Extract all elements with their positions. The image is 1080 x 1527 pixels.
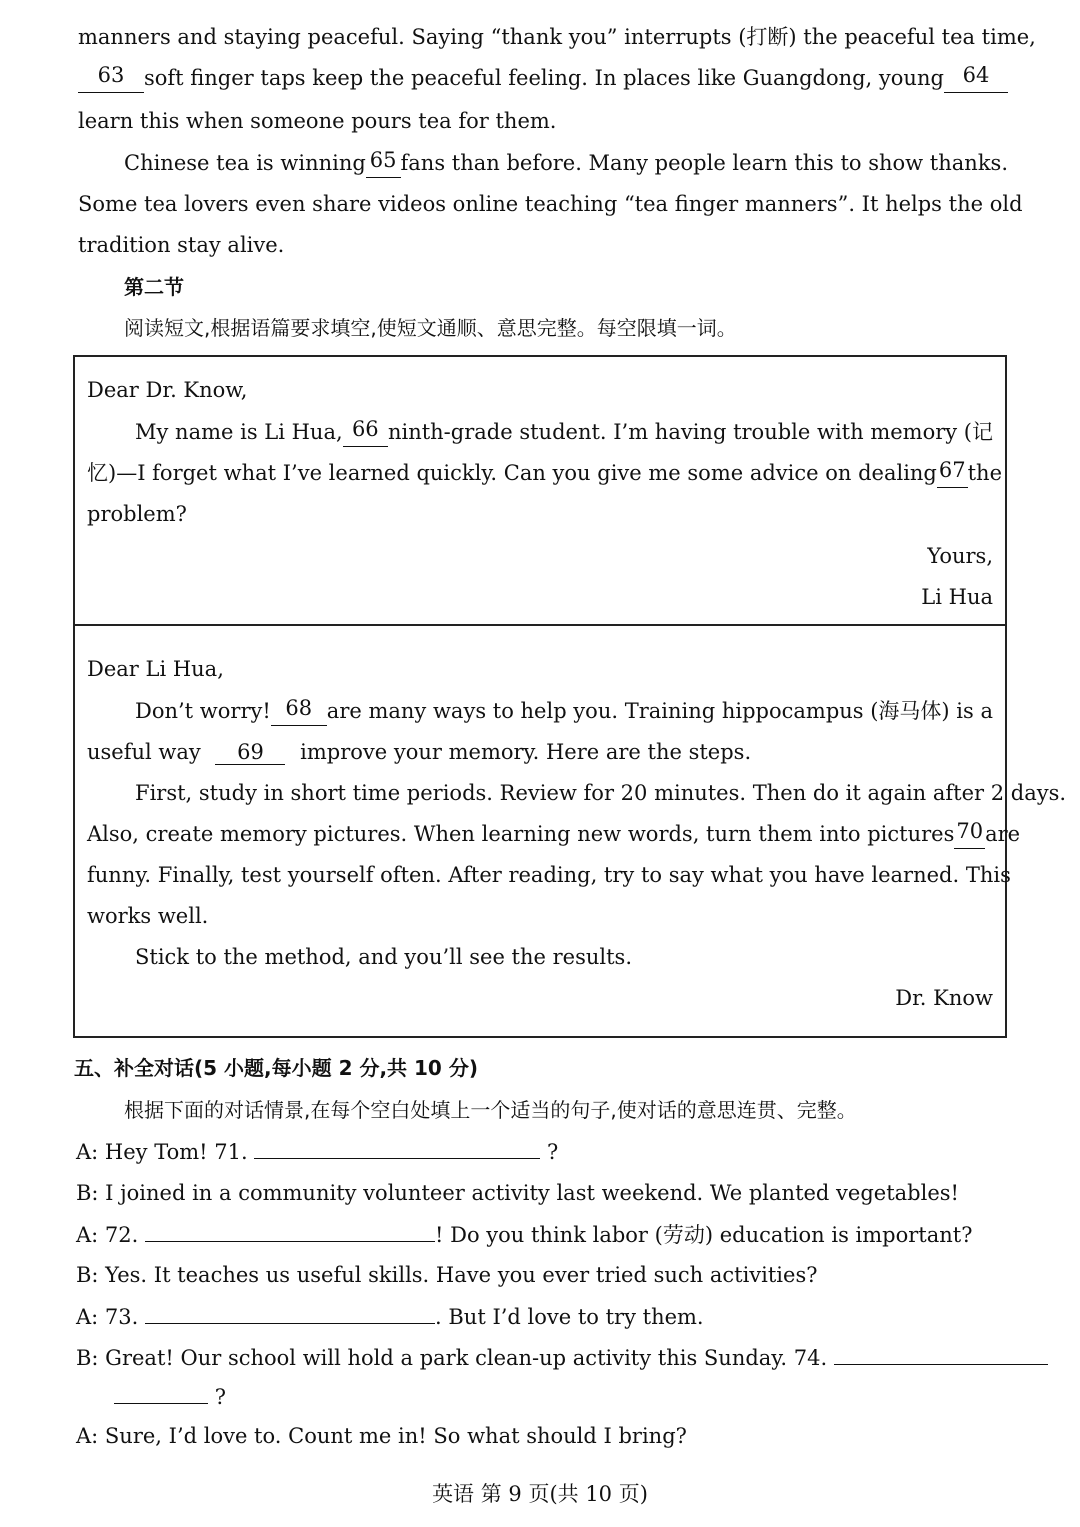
letter-text: My name is Li Hua, bbox=[135, 420, 343, 444]
letter-text: useful way bbox=[87, 740, 201, 764]
letter-line bbox=[135, 778, 1067, 808]
answer-line-73[interactable] bbox=[145, 1301, 435, 1324]
section-title: 第二节 bbox=[124, 275, 184, 299]
dialogue-text: ? bbox=[547, 1140, 559, 1164]
blank-64[interactable]: 64 bbox=[944, 63, 1008, 93]
dialogue-text: A: 72. bbox=[76, 1223, 139, 1247]
letter-line bbox=[87, 819, 1021, 849]
section-title: 五、补全对话(5 小题,每小题 2 分,共 10 分) bbox=[74, 1056, 478, 1080]
dialogue-line-71 bbox=[76, 1136, 1008, 1167]
letter-text: Don’t worry! bbox=[135, 699, 271, 723]
passage-text: fans than before. Many people learn this to show thanks. bbox=[400, 151, 1008, 175]
dialogue-text: A: 73. bbox=[76, 1305, 139, 1329]
page-footer: 英语 第 9 页(共 10 页) bbox=[432, 1482, 648, 1506]
section-instruction: 阅读短文,根据语篇要求填空,使短文通顺、意思完整。每空限填一词。 bbox=[124, 316, 737, 340]
passage-line bbox=[78, 63, 1008, 93]
dialogue-line: B: Yes. It teaches us useful skills. Have you ever tried such activities? bbox=[76, 1263, 818, 1287]
dialogue-text: B: Great! Our school will hold a park clean-up activity this Sunday. 74. bbox=[76, 1346, 828, 1370]
letter-line: problem? bbox=[87, 502, 187, 526]
dialogue-line-73 bbox=[76, 1301, 1008, 1332]
letter-text: are many ways to help you. Training hippocampus (海马体) is a bbox=[326, 699, 993, 723]
dialogue-line-72 bbox=[76, 1219, 1008, 1250]
dialogue-text: ! Do you think labor (劳动) education is important? bbox=[435, 1223, 973, 1247]
letter-line bbox=[87, 458, 1003, 488]
passage-text: learn this when someone pours tea for them. bbox=[78, 109, 557, 133]
letter-text: the bbox=[967, 461, 1003, 485]
blank-66[interactable]: 66 bbox=[343, 417, 388, 447]
passage-line bbox=[78, 189, 1023, 219]
passage-text: Some tea lovers even share videos online teaching “tea finger manners”. It helps the old bbox=[78, 192, 1023, 216]
blank-70[interactable]: 70 bbox=[954, 819, 985, 849]
letter-box-li-hua bbox=[73, 355, 1007, 626]
passage-line bbox=[124, 148, 1008, 178]
dialogue-line-74-cont bbox=[114, 1381, 1008, 1412]
dialogue-line-74 bbox=[76, 1342, 1008, 1373]
letter-greeting: Dear Dr. Know, bbox=[87, 378, 248, 402]
passage-text: tradition stay alive. bbox=[78, 233, 285, 257]
dialogue-text: ? bbox=[214, 1385, 226, 1409]
dialogue-line: B: I joined in a community volunteer activity last weekend. We planted vegetables! bbox=[76, 1181, 959, 1205]
letter-line bbox=[135, 417, 993, 447]
blank-63[interactable]: 63 bbox=[78, 63, 144, 93]
letter-signature: Dr. Know bbox=[895, 986, 993, 1010]
letter-greeting: Dear Li Hua, bbox=[87, 657, 224, 681]
letter-closing: Yours, bbox=[927, 544, 993, 568]
passage-text: soft finger taps keep the peaceful feeling. In places like Guangdong, young bbox=[143, 66, 944, 90]
answer-line-74[interactable] bbox=[834, 1342, 1048, 1365]
letter-line bbox=[87, 737, 993, 767]
blank-65[interactable]: 65 bbox=[366, 148, 401, 178]
passage-line bbox=[78, 106, 1008, 136]
letter-box-dr-know bbox=[73, 624, 1067, 1038]
letter-text: improve your memory. Here are the steps. bbox=[300, 740, 752, 764]
letter-text: Also, create memory pictures. When learning new words, turn them into pictures bbox=[87, 822, 955, 846]
section-instruction: 根据下面的对话情景,在每个空白处填上一个适当的句子,使对话的意思连贯、完整。 bbox=[124, 1098, 857, 1122]
letter-line bbox=[135, 696, 993, 726]
passage-text: Chinese tea is winning bbox=[124, 151, 366, 175]
letter-text: ninth-grade student. I’m having trouble with memory (记 bbox=[387, 420, 993, 444]
dialogue-text: . But I’d love to try them. bbox=[435, 1305, 704, 1329]
letter-text: First, study in short time periods. Review for 20 minutes. Then do it again after 2 days. bbox=[135, 781, 1067, 805]
blank-69[interactable]: 69 bbox=[215, 740, 285, 765]
blank-67[interactable]: 67 bbox=[937, 458, 968, 488]
letter-line: works well. bbox=[87, 904, 209, 928]
dialogue-text: A: Hey Tom! 71. bbox=[76, 1140, 248, 1164]
letter-text: funny. Finally, test yourself often. After reading, try to say what you have learned. This bbox=[87, 863, 1011, 887]
blank-68[interactable]: 68 bbox=[271, 696, 327, 726]
letter-text: 忆)—I forget what I’ve learned quickly. Can you give me some advice on dealing bbox=[87, 461, 937, 485]
passage-text: manners and staying peaceful. Saying “thank you” interrupts (打断) the peaceful tea time, bbox=[78, 25, 1036, 49]
letter-signature: Li Hua bbox=[921, 585, 993, 609]
letter-text: are bbox=[985, 822, 1021, 846]
passage-line bbox=[78, 22, 1036, 52]
letter-line: Stick to the method, and you’ll see the results. bbox=[135, 945, 632, 969]
dialogue-line: A: Sure, I’d love to. Count me in! So what should I bring? bbox=[76, 1424, 687, 1448]
answer-line-74-cont[interactable] bbox=[114, 1381, 208, 1404]
letter-line bbox=[87, 860, 1011, 890]
passage-line bbox=[78, 230, 1008, 260]
answer-line-72[interactable] bbox=[145, 1219, 435, 1242]
answer-line-71[interactable] bbox=[254, 1136, 540, 1159]
